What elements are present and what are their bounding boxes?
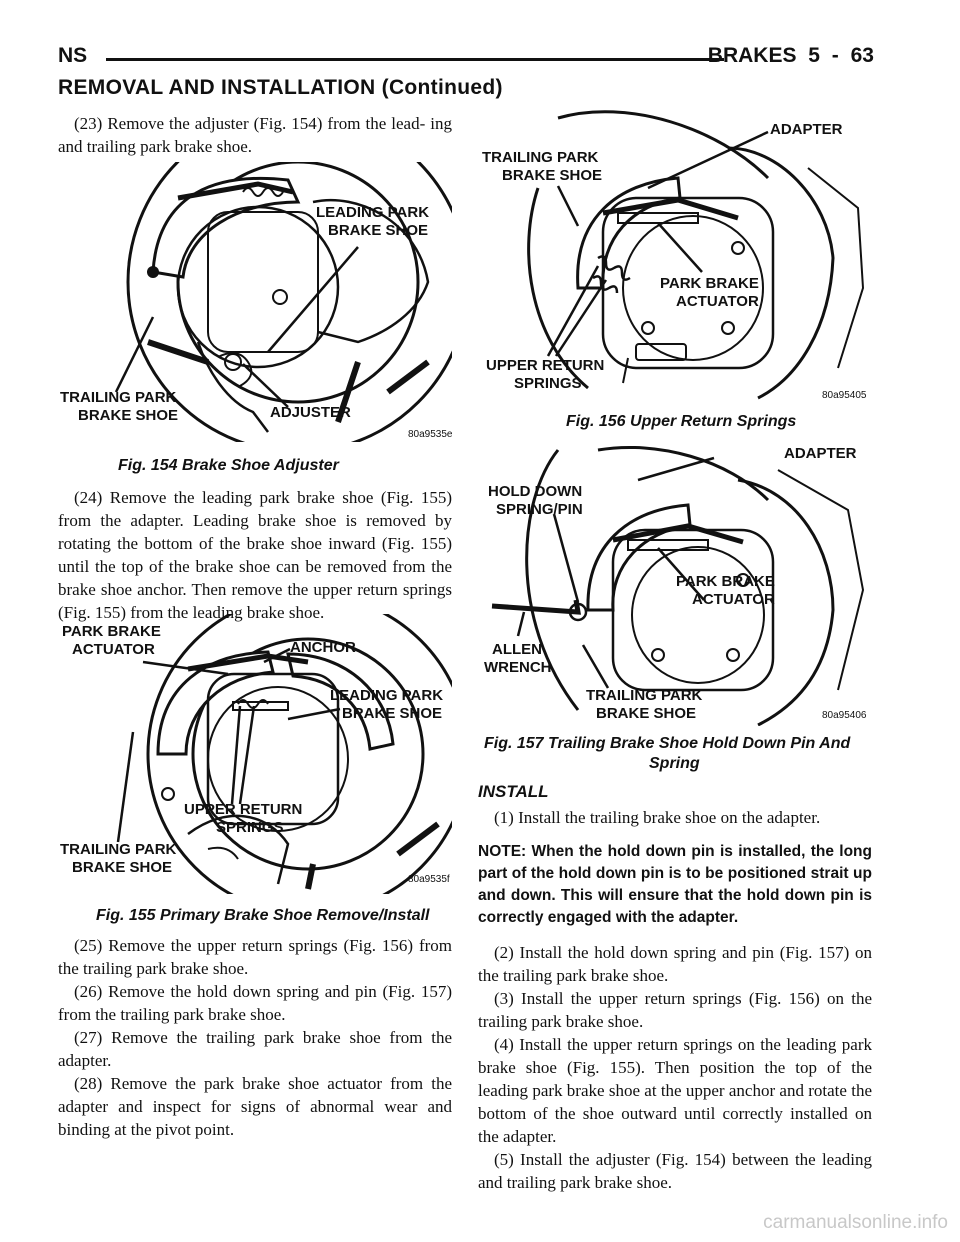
install-heading: INSTALL (478, 782, 549, 801)
label-springs: SPRINGS (216, 819, 284, 836)
step-26: (26) Remove the hold down spring and pin (Fig. 157) from the trailing park brake shoe. (58, 982, 452, 1024)
figure-154-code: 80a9535e (408, 429, 452, 440)
figure-154 (58, 162, 452, 442)
label-leading-park: LEADING PARK (330, 687, 444, 704)
install-step-4: (4) Install the upper return springs on the leading park brake shoe (Fig. 155). Then position the top of the leading park brake shoe at the upper anchor and rotate the bottom of the shoe outward until correctly installed on the adapter. (478, 1035, 872, 1146)
label-hold-down: HOLD DOWN (488, 483, 583, 500)
label-trailing-park: TRAILING PARK (586, 687, 703, 704)
figure-157-caption-line-2: Spring (649, 755, 700, 772)
figure-154-drawing (58, 162, 452, 442)
label-trailing-park: TRAILING PARK (482, 149, 599, 166)
header-model-code: NS (58, 44, 88, 67)
figure-157-caption-line-1: Fig. 157 Trailing Brake Shoe Hold Down Pin And (484, 735, 851, 752)
step-27: (27) Remove the trailing park brake shoe from the adapter. (58, 1028, 452, 1070)
figure-154-caption: Fig. 154 Brake Shoe Adjuster (118, 457, 339, 474)
install-step-1: (1) Install the trailing brake shoe on the adapter. (494, 808, 821, 827)
label-wrench: WRENCH (484, 659, 552, 676)
header-page-ref: BRAKES 5 - 63 (707, 44, 874, 67)
label-trailing-park: TRAILING PARK (60, 841, 177, 858)
label-actuator: ACTUATOR (676, 293, 759, 310)
left-column-middle (58, 486, 452, 624)
figure-156-caption: Fig. 156 Upper Return Springs (566, 413, 797, 430)
allen-wrench (492, 600, 578, 612)
figure-156 (478, 108, 872, 402)
figure-157-code: 80a95406 (822, 710, 867, 721)
label-trailing-brake-shoe: BRAKE SHOE (78, 407, 179, 424)
figure-157-drawing (478, 440, 872, 726)
label-actuator: ACTUATOR (72, 641, 155, 658)
label-adjuster: ADJUSTER (270, 404, 351, 421)
step-28: (28) Remove the park brake shoe actuator from the adapter and inspect for signs of abnormal wear and binding at the pivot point. (58, 1074, 452, 1139)
label-park-brake: PARK BRAKE (676, 573, 775, 590)
label-adapter: ADAPTER (770, 121, 843, 138)
label-adapter: ADAPTER (784, 445, 857, 462)
label-park-brake: PARK BRAKE (660, 275, 759, 292)
step-24: (24) Remove the leading park brake shoe (Fig. 155) from the adapter. Leading brake shoe is removed by rotating the bottom of the brake shoe inward (Fig. 155) until the top of the brake shoe can be removed from the brake shoe anchor. Then remove the upper return springs (Fig. 155) from the leading brake shoe. (58, 488, 452, 622)
brake-shoe-assembly (147, 178, 338, 370)
install-step-3: (3) Install the upper return springs (Fig. 156) on the trailing park brake shoe. (478, 989, 872, 1031)
label-spring-pin: SPRING/PIN (496, 501, 583, 518)
figure-157 (478, 440, 872, 726)
label-trailing-brake-shoe: BRAKE SHOE (596, 705, 697, 722)
header-rule (106, 58, 724, 61)
step-25: (25) Remove the upper return springs (Fig. 156) from the trailing park brake shoe. (58, 936, 452, 978)
install-note: NOTE: When the hold down pin is installed, the long part of the hold down pin is to be positioned strait up and down. This will ensure that the hold down pin is correctly engaged with the adapter. (478, 843, 872, 926)
label-trailing-brake-shoe: BRAKE SHOE (72, 859, 173, 876)
right-column-install (478, 806, 872, 1194)
label-park-brake: PARK BRAKE (62, 623, 161, 640)
figure-155-code: 80a9535f (408, 874, 450, 885)
label-actuator: ACTUATOR (692, 591, 775, 608)
step-23: (23) Remove the adjuster (Fig. 154) from the lead- ing and trailing park brake shoe. (58, 114, 452, 156)
figure-155 (58, 614, 452, 894)
label-leading-brake-shoe: BRAKE SHOE (342, 705, 443, 722)
install-step-5: (5) Install the adjuster (Fig. 154) between the leading and trailing park brake shoe. (478, 1150, 872, 1192)
label-upper-return: UPPER RETURN (486, 357, 605, 374)
label-leading-brake-shoe: BRAKE SHOE (328, 222, 429, 239)
label-springs: SPRINGS (514, 375, 582, 392)
label-trailing-brake-shoe: BRAKE SHOE (502, 167, 603, 184)
label-upper-return: UPPER RETURN (184, 801, 303, 818)
figure-155-caption: Fig. 155 Primary Brake Shoe Remove/Install (96, 907, 430, 924)
label-anchor: ANCHOR (290, 639, 356, 656)
figure-155-drawing (58, 614, 452, 894)
left-column-top (58, 112, 452, 158)
watermark: carmanualsonline.info (763, 1212, 948, 1233)
label-trailing-park: TRAILING PARK (60, 389, 177, 406)
section-title: REMOVAL AND INSTALLATION (Continued) (58, 76, 503, 99)
figure-156-drawing (478, 108, 872, 402)
left-column-bottom (58, 934, 452, 1141)
install-step-2: (2) Install the hold down spring and pin (Fig. 157) on the trailing park brake shoe. (478, 943, 872, 985)
label-allen: ALLEN (492, 641, 542, 658)
label-leading-park: LEADING PARK (316, 204, 430, 221)
figure-156-code: 80a95405 (822, 390, 867, 401)
